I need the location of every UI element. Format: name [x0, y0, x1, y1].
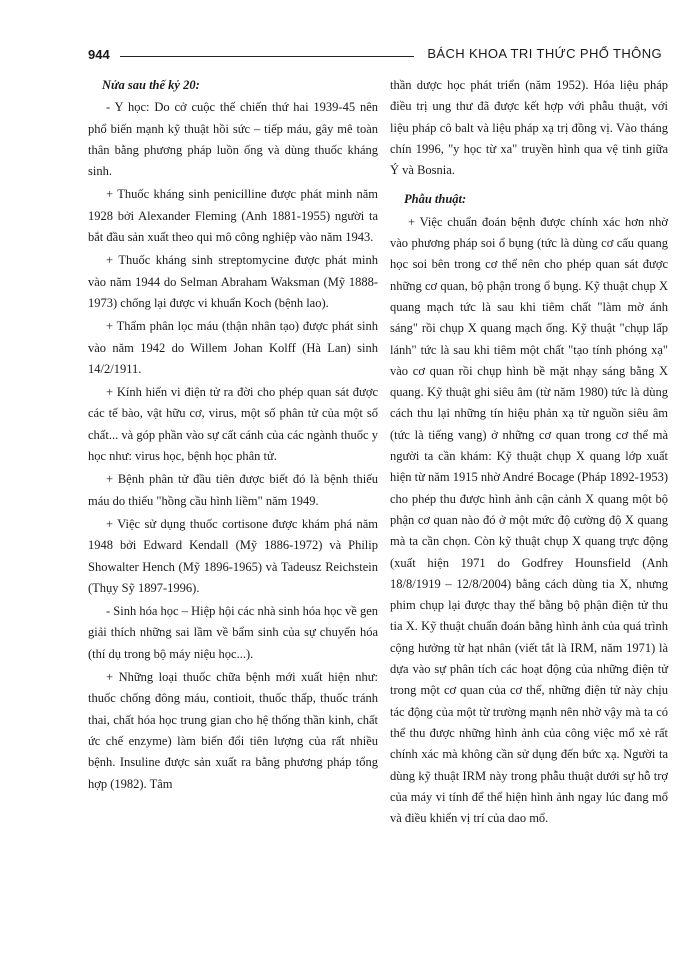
left-column	[88, 75, 378, 797]
section-heading: Phẫu thuật:	[404, 192, 467, 207]
paragraph: + Bệnh phân tử đầu tiên được biết đó là bệnh thiếu máu do thiếu "hồng cầu hình liềm" năm 1949.	[88, 472, 378, 508]
paragraph-continuation: thần dược học phát triển (năm 1952). Hóa liệu pháp điều trị ung thư đã được kết hợp với phẫu thuật, với liệu pháp cô balt và liệu pháp xạ trị đồng vị. Vào tháng chín 1996, "y học từ xa" truyền hình qua vệ tinh giữa Ý và Bosnia.	[390, 78, 668, 178]
paragraph: - Y học: Do cở cuộc thế chiến thứ hai 1939-45 nên phổ biến mạnh kỹ thuật hồi sức – tiếp máu, gây mê toàn thân bằng phương pháp luồn ống và dùng thuốc kháng sinh.	[88, 100, 378, 179]
paragraph: + Việc sử dụng thuốc cortisone được khám phá năm 1948 bởi Edward Kendall (Mỹ 1886-1972) và Philip Showalter Hench (Mỹ 1896-1965) và Tadeusz Reichstein (Thụy Sỹ 1897-1996).	[88, 516, 378, 595]
paragraph: + Kính hiển vi điện tử ra đời cho phép quan sát được các tế bào, vật hữu cơ, virus, một số phân tử của một số chất... và góp phần vào sự cất cánh của các ngành thuốc y học như: virus học, bệnh học phân tử.	[88, 385, 378, 464]
paragraph: + Thuốc kháng sinh penicilline được phát minh năm 1928 bởi Alexander Fleming (Anh 1881-1955) người ta bắt đầu sản xuất theo qui mô công nghiệp vào năm 1943.	[88, 187, 378, 245]
page-header	[88, 44, 662, 66]
paragraph: + Những loại thuốc chữa bệnh mới xuất hiện như: thuốc chống đông máu, contioit, thuốc thấp, thuốc tránh thai, chất hóa học trung gian cho hệ thống thần kinh, chất ức chế enzyme) làm biến đổi tiên lượng của rất nhiều bệnh. Insuline được sản xuất ra bằng phương pháp tổng hợp (1982). Tâm	[88, 670, 378, 791]
paragraph: + Thuốc kháng sinh streptomycine được phát minh vào năm 1944 do Selman Abraham Waksman (Mỹ 1888-1973) chống lại được vi khuẩn Koch (bệnh lao).	[88, 253, 378, 310]
running-title: BÁCH KHOA TRI THỨC PHỔ THÔNG	[427, 46, 662, 61]
paragraph: + Thẩm phân lọc máu (thận nhân tạo) được phát sinh vào năm 1942 do Willem Johan Kolff (Hà Lan) sinh 14/2/1911.	[88, 319, 378, 376]
page-number: 944	[88, 47, 110, 62]
paragraph: - Sinh hóa học – Hiệp hội các nhà sinh hóa học về gen giải thích những sai lầm về bẩm sinh của sự chuyển hóa (thí dụ trong bộ máy niệu học...).	[88, 604, 378, 661]
right-column	[390, 75, 668, 831]
header-rule	[120, 56, 414, 57]
section-heading: Nửa sau thế kỷ 20:	[102, 78, 200, 92]
paragraph: + Việc chuẩn đoán bệnh được chính xác hơn nhờ vào phương pháp soi ổ bụng (tức là dùng cơ cấu quang học soi bên trong cơ thể nên cho phép quan sát được những cơ quan, bộ phận trong ổ bụng. Kỹ thuật chụp X quang mạch tức là sau khi tiêm chất "làm mờ ánh sáng" rồi chụp X quang mạch ống. Kỹ thuật "chụp lấp lánh" tức là sau khi tiêm một chất "tạo tính phóng xạ" vào cơ quan rồi chụp hình bề mặt nhạy sáng bằng X quang. Kỹ thuật ghi siêu âm (từ năm 1980) tức là dùng cách thu lại những tín hiệu phản xạ từ nguồn siêu âm (tức là tiếng vang) ở những cơ quan trong cơ thể mà người ta cần khám: Kỹ thuật chụp X quang lớp xuất hiện từ năm 1915 nhờ André Bocage (Pháp 1892-1953) cho phép thu được hình ảnh cận cảnh X quang một bộ phận cơ quan nào đó ở một mức độ cường độ X quang mà ta cần chọn. Còn kỹ thuật chụp X quang trực động (xuất hiện 1971 do Godfrey Hounsfield (Anh 18/8/1919 – 12/8/2004) bằng cách dùng tia X, nhưng phim chụp lại được thay thế bằng bộ phận điện tử thu tia X. Kỹ thuật chuẩn đoán bằng hình ảnh của quá trình cộng hưởng từ hạt nhân (viết tắt là IRM, năm 1971) là dựa vào sự phân tích các hoạt động của những điện tử trong một cơ quan của cơ thể, những điện tử này chịu tác động của một từ trường mạnh nên nhờ vậy mà ta có thể thu được những hình ảnh của công việc mổ xẻ rất chính xác mà không cần sử dụng đến bức xạ. Người ta dùng kỹ thuật IRM này trong phẫu thuật dưới sự hỗ trợ của máy vi tính để thể hiện hình ảnh ngay lúc đang mổ và điều khiển vị trí của dao mổ.	[390, 214, 668, 826]
